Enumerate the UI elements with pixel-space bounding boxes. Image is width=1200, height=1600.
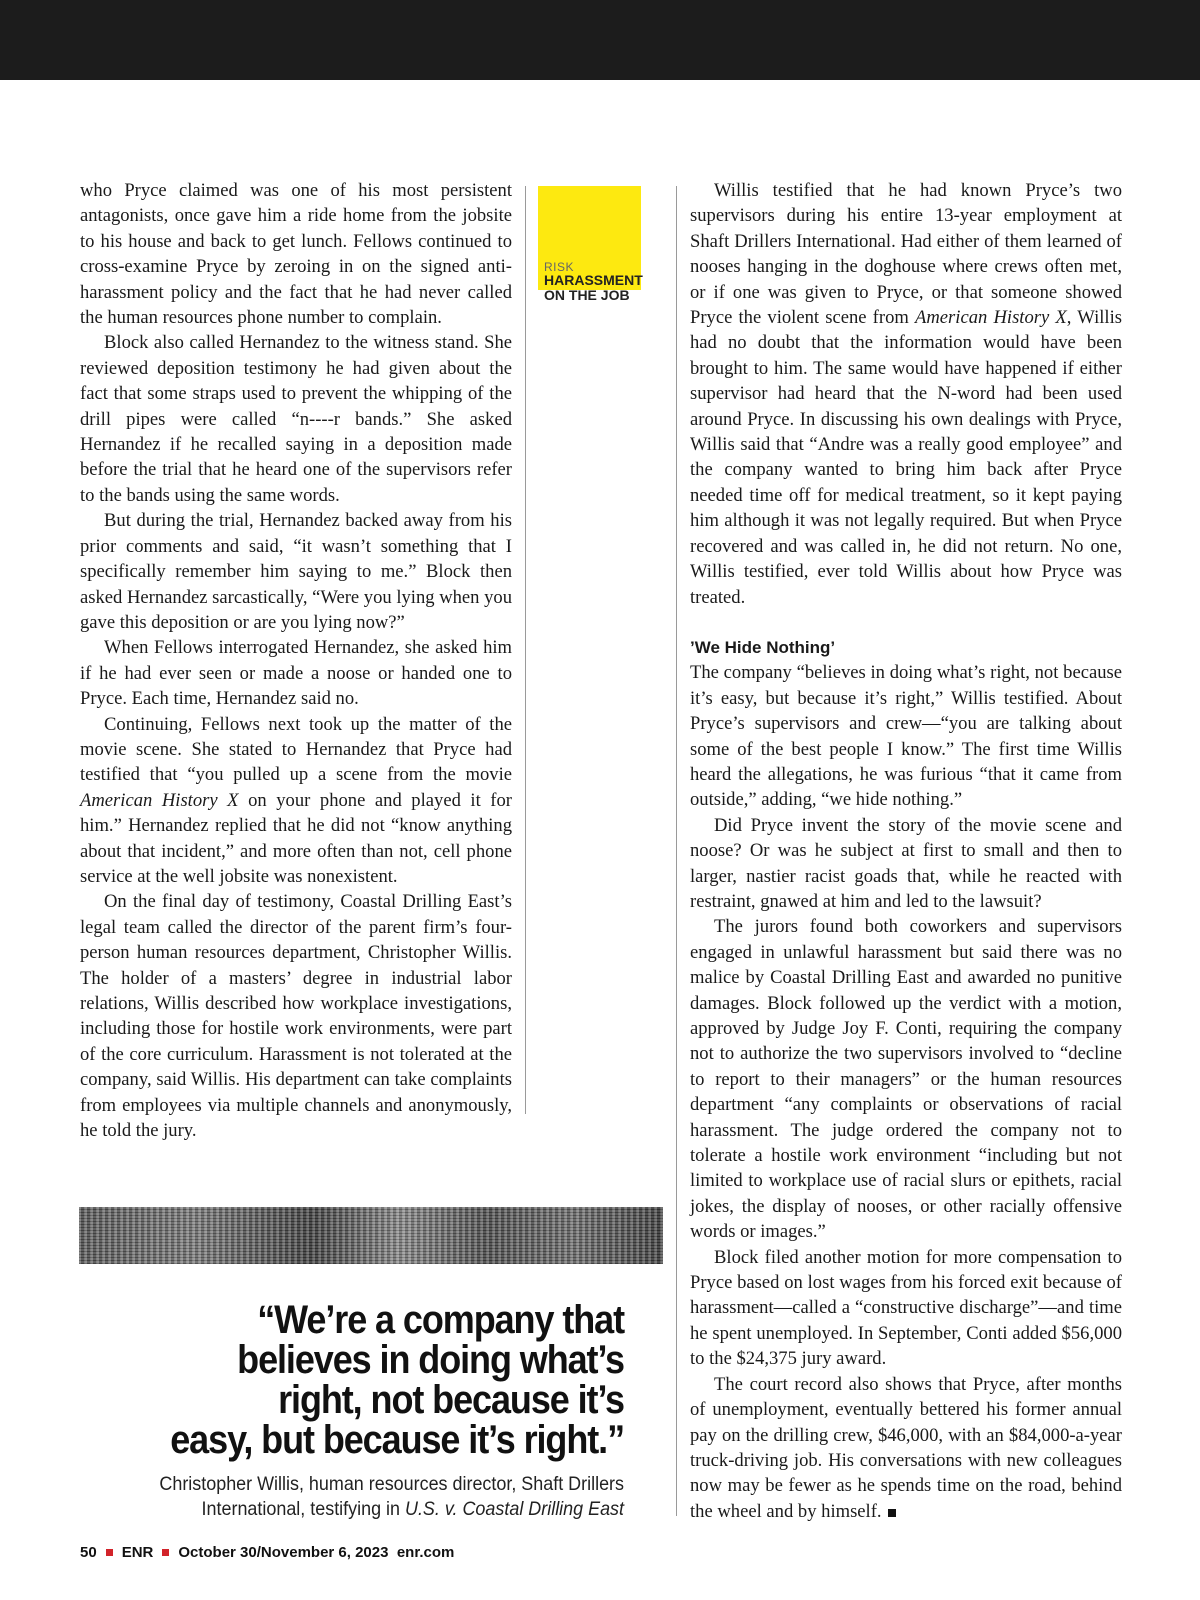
photo-strip	[79, 1207, 663, 1264]
page-footer	[80, 1544, 454, 1561]
end-mark-icon	[888, 1509, 896, 1517]
text-run: on your phone and played it for him.” Hernandez replied that he did not “know anything about that incident,” and more often than not, cell phone service at the well jobsite was nonexistent.	[80, 789, 512, 887]
paragraph: The jurors found both coworkers and supervisors engaged in unlawful harassment but said there was no malice by Coastal Drilling East and awarded no punitive damages. Block followed up the verdict with a motion, approved by Judge Joy F. Conti, requiring the company not to authorize the two supervisors involved to “decline to report to their managers” or the human resources department “any complaints or observations of racial harassment. The judge ordered the company not to tolerate a hostile work environment “including but not limited to workplace use of racial slurs or epithets, racial jokes, the display of nooses, or other racially offensive words or images.”	[690, 916, 1122, 1243]
paragraph: When Fellows interrogated Hernandez, she asked him if he had ever seen or made a noose or handed one to Pryce. Each time, Hernandez said no.	[80, 637, 512, 710]
paragraph: Block filed another motion for more compensation to Pryce based on lost wages from his forced exit because of harassment—called a “constructive discharge”—and time he spent unemployed. In September, Conti added $56,000 to the $24,375 jury award.	[690, 1246, 1122, 1370]
issue-date: October 30/November 6, 2023	[178, 1544, 389, 1561]
section-label-line: HARASSMENT	[544, 272, 643, 288]
text-run: The court record also shows that Pryce, after months of unemployment, eventually bettered his former annual pay on the drilling crew, $46,000, with an $84,000-a-year truck-driving job. His conversations with new colleagues now may be fewer as he spends time on the road, behind the wheel and by himself.	[690, 1373, 1122, 1522]
attribution-line: Christopher Willis, human resources director, Shaft Drillers	[159, 1473, 624, 1495]
website[interactable]: enr.com	[396, 1544, 455, 1561]
brand-name: ENR	[121, 1544, 154, 1561]
paragraph	[690, 178, 1122, 610]
paragraph: Did Pryce invent the story of the movie scene and noose? Or was he subject at first to small and then to larger, nastier racist goads that, while he reacted with restraint, gnawed at him and led to the lawsuit?	[690, 814, 1122, 912]
section-kicker: RISK	[544, 260, 575, 274]
paragraph: who Pryce claimed was one of his most persistent antagonists, once gave him a ride home from the jobsite to his house and back to get lunch. Fellows continued to cross-examine Pryce by zeroing in on the signed anti-harassment policy and the fact that he had never called the human resources phone number to complain.	[80, 180, 512, 329]
case-name: U.S. v. Coastal Drilling East	[404, 1498, 624, 1520]
section-tag	[538, 186, 643, 303]
pull-quote-line: believes in doing what’s	[237, 1338, 624, 1382]
pull-quote-text	[161, 1300, 624, 1460]
paragraph	[80, 712, 512, 890]
section-subhead: ’We Hide Nothing’	[690, 637, 836, 657]
paragraph: On the final day of testimony, Coastal Drilling East’s legal team called the director of the parent firm’s four-person human resources department, Christopher Willis. The holder of a masters’ degree in industrial labor relations, Willis described how workplace investigations, including those for hostile work environments, were part of the core curriculum. Harassment is not tolerated at the company, said Willis. His department can take complaints from employees via multiple channels and anonymously, he told the jury.	[80, 891, 512, 1142]
article-column-left	[80, 178, 512, 1143]
pull-quote-line: right, not because it’s	[278, 1378, 624, 1422]
text-run: Willis testified that he had known Pryce’s two supervisors during his entire 13-year employment at Shaft Drillers International. Had either of them learned of nooses hanging in the doghouse where crews often met, or if one was given to Pryce, or that someone showed Pryce the violent scene from	[690, 180, 1122, 329]
paragraph: But during the trial, Hernandez backed away from his prior comments and said, “it wasn’t something that I specifically remember him saying to me.” Block then asked Hernandez sarcastically, “Were you lying when you gave this deposition or are you lying now?”	[80, 510, 513, 633]
pull-quote-line: “We’re a company that	[257, 1298, 624, 1342]
paragraph	[690, 1372, 1122, 1524]
separator-square-icon	[162, 1549, 169, 1556]
pull-quote	[110, 1300, 624, 1522]
movie-title: American History X	[80, 789, 239, 811]
column-rule	[525, 186, 526, 1114]
section-label	[544, 273, 643, 303]
pull-quote-line: easy, but because it’s right.”	[170, 1418, 624, 1462]
column-rule	[676, 186, 677, 1516]
page-number: 50	[80, 1544, 97, 1561]
attribution-line	[151, 1497, 624, 1522]
paragraph: The company “believes in doing what’s right, not because it’s easy, but because it’s right,” Willis testified. About Pryce’s supervisors and crew—“you are talking about some of the best people I know.” The first time Willis heard the allegations, he was furious “that it came from outside,” adding, “we hide nothing.”	[690, 662, 1122, 811]
section-label-line: ON THE JOB	[544, 287, 630, 303]
top-black-bar	[0, 0, 1200, 80]
text-run: , Willis had no doubt that the information would have been brought to him. The same would have happened if either supervisor had heard that the N-word had been used around Pryce. In discussing his own dealings with Pryce, Willis said that “Andre was a really good employee” and the company wanted to bring him back after Pryce needed time off for medical treatment, so it kept paying him although it was not legally required. But when Pryce recovered and was called in, he did not return. No one, Willis testified, ever told Willis about how Pryce was treated.	[690, 307, 1122, 608]
text-run: International, testifying in	[201, 1498, 405, 1520]
paragraph: Block also called Hernandez to the witness stand. She reviewed deposition testimony he had given about the fact that some straps used to prevent the whipping of the drill pipes were called “n----r bands.” She asked Hernandez if he recalled saying in a deposition made before the trial that he heard one of the supervisors refer to the bands using the same words.	[80, 332, 512, 506]
article-column-right	[690, 178, 1122, 1524]
movie-title: American History X	[915, 307, 1067, 329]
pull-quote-attribution	[151, 1472, 624, 1522]
separator-square-icon	[106, 1549, 113, 1556]
text-run: Continuing, Fellows next took up the matter of the movie scene. She stated to Hernandez that Pryce had testified that “you pulled up a scene from the movie	[80, 713, 512, 786]
